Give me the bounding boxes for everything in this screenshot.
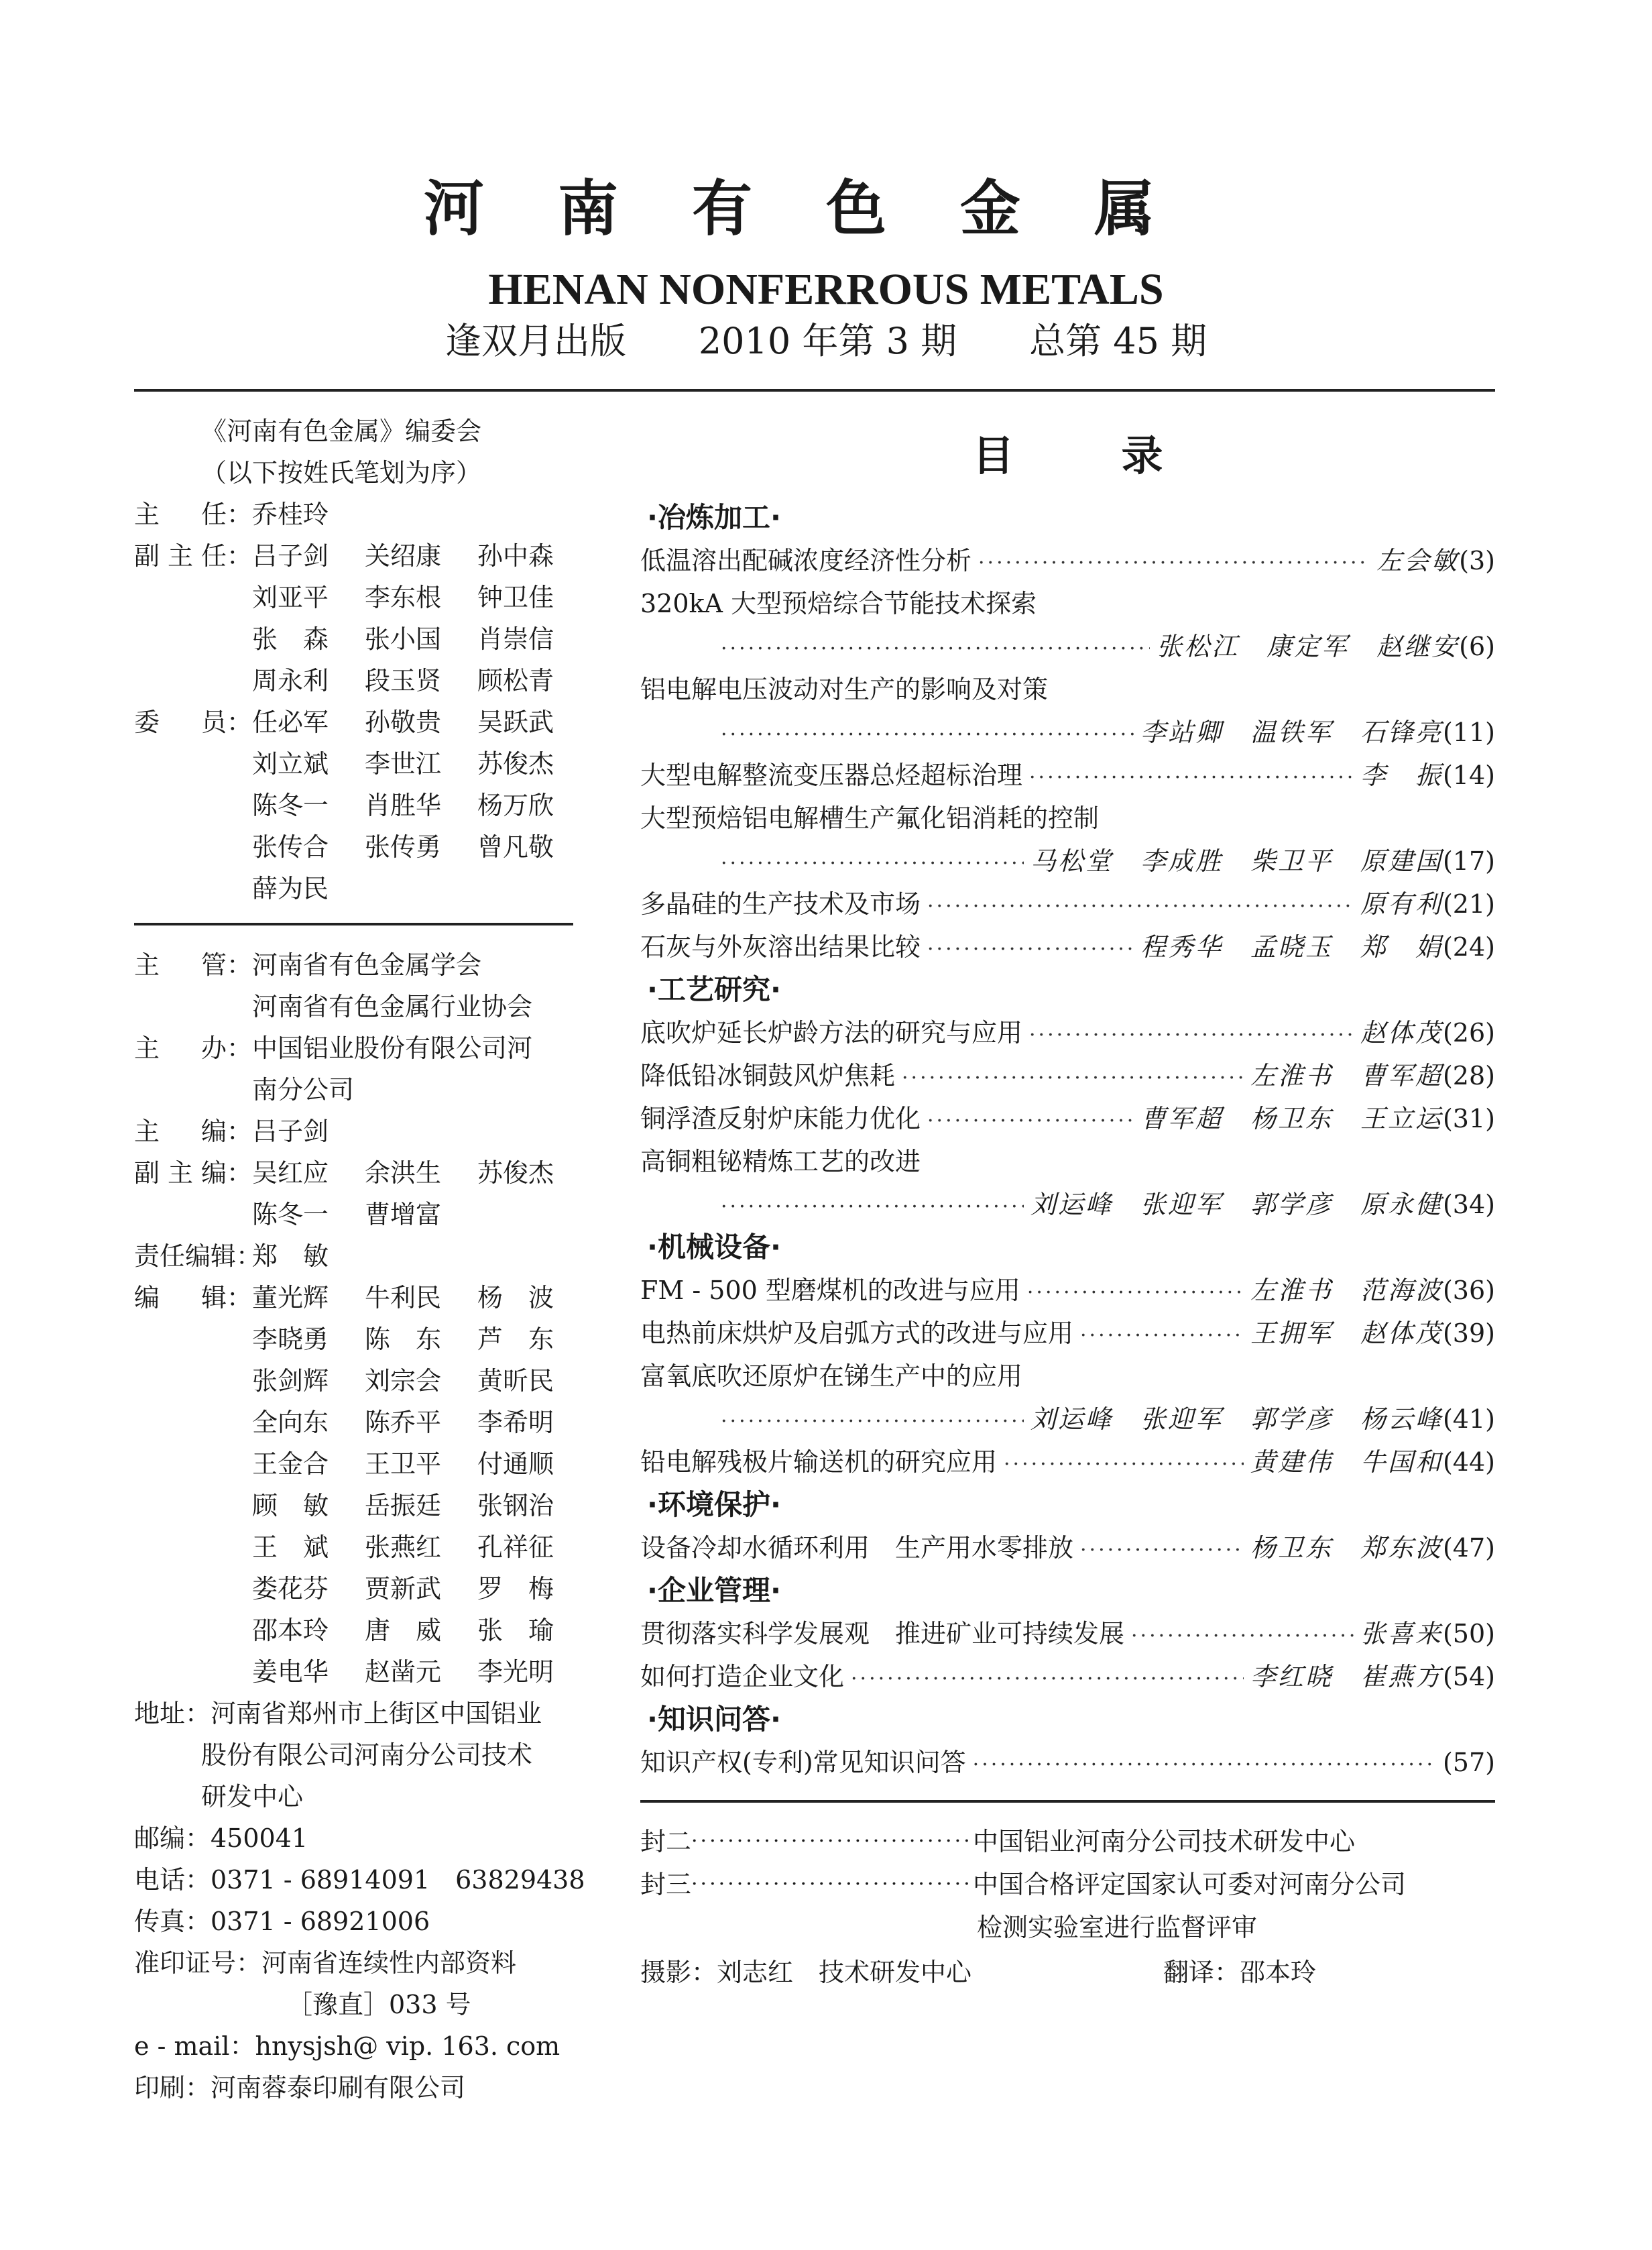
journal-title-en: HENAN NONFERROUS METALS [488, 265, 1164, 314]
deputy-row [134, 535, 577, 577]
issue-line [0, 318, 1652, 365]
phone [134, 1859, 585, 1901]
text: 刘宗会 [365, 1366, 442, 1396]
left-rule [134, 923, 573, 925]
toc-entry[interactable] [640, 1741, 1495, 1784]
entry-authors: 李站卿 温铁军 石锋亮 [1140, 718, 1443, 747]
entry-authors: 赵体茂 [1360, 1018, 1443, 1048]
text: 孙敬贵 [365, 708, 442, 737]
text: 肖崇信 [477, 624, 554, 654]
toc-entry-cont [640, 1183, 1495, 1226]
toc-entry[interactable] [640, 1097, 1495, 1140]
text: 主 [134, 500, 160, 529]
text: 传真：0371 - 68921006 [134, 1907, 430, 1936]
editorial-board [134, 410, 585, 2108]
text: 责任编辑： [134, 1241, 262, 1271]
name-list [252, 660, 590, 701]
cover3-row [640, 1863, 1495, 1906]
name-list [252, 1443, 590, 1485]
deputy-row [134, 618, 577, 660]
text: 郑 敏 [252, 1241, 329, 1271]
text: 李世江 [365, 749, 442, 779]
role-label [134, 1152, 252, 1194]
entry-authors: 原有利 [1360, 889, 1443, 919]
role-label [134, 1277, 252, 1318]
text: 李希明 [477, 1408, 554, 1437]
entry-page: (34) [1442, 1190, 1495, 1219]
text: 段玉贤 [365, 666, 442, 695]
entry-page: (11) [1442, 718, 1495, 747]
text: 孔祥征 [477, 1532, 554, 1562]
address-row [134, 1776, 577, 1817]
toc-entry-cont [640, 625, 1495, 668]
entry-authors: 李 振 [1360, 761, 1443, 790]
name-list [252, 743, 590, 785]
text: 姜电华 [252, 1657, 329, 1687]
cover3-cont: 检测实验室进行监督评审 [977, 1913, 1258, 1942]
entry-title: FM - 500 型磨煤机的改进与应用 [640, 1276, 1020, 1305]
entry-authors: 左淮书 范海波 [1250, 1276, 1443, 1305]
text: 吴跃武 [477, 708, 554, 737]
name-list [252, 1610, 590, 1651]
deputy-row [134, 660, 577, 701]
dot-leader [721, 1186, 1024, 1229]
editor-row [134, 1402, 577, 1443]
entry-authors: 刘运峰 张迎军 郭学彦 杨云峰 [1030, 1404, 1443, 1434]
text: 顾松青 [477, 666, 554, 695]
dot-leader [902, 1057, 1244, 1100]
name-list [252, 785, 590, 826]
entry-page: (26) [1442, 1018, 1495, 1048]
member-row [134, 868, 577, 909]
name-list [252, 618, 590, 660]
role-label [134, 944, 252, 986]
text: 张 森 [252, 624, 329, 654]
entry-page: (17) [1442, 846, 1495, 876]
entry-authors: 马松堂 李成胜 柴卫平 原建国 [1030, 846, 1443, 876]
dot-leader [1131, 1615, 1354, 1658]
sponsor-row [134, 1069, 577, 1111]
dot-leader [927, 928, 1134, 971]
entry-authors: 张喜来 [1360, 1619, 1443, 1648]
role-label [134, 1027, 252, 1069]
text: 关绍康 [365, 541, 442, 571]
name-list [252, 1526, 590, 1568]
toc-entry-cont [640, 711, 1495, 754]
text: 赵凿元 [365, 1657, 442, 1687]
editor-row [134, 1277, 577, 1318]
text: 编 [134, 1283, 160, 1312]
text: 任必军 [252, 708, 329, 737]
toc-entry[interactable] [640, 797, 1495, 840]
text: 主 [167, 1158, 193, 1188]
dot-leader [973, 1744, 1436, 1787]
text: 印刷：河南蓉泰印刷有限公司 [134, 2073, 466, 2102]
editor-row [134, 1651, 577, 1693]
text: 杨万欣 [477, 791, 554, 820]
text: 张传勇 [365, 832, 442, 862]
toc-entry[interactable] [640, 1312, 1495, 1355]
text: 钟卫佳 [477, 583, 554, 612]
name-list [252, 1194, 477, 1235]
toc-entry[interactable] [640, 1011, 1495, 1054]
name-list [252, 1651, 590, 1693]
role-label [134, 535, 252, 577]
text: 员： [200, 708, 252, 737]
name-list [252, 1360, 590, 1402]
toc-entry[interactable] [640, 1612, 1495, 1655]
deputy-editor-row [134, 1194, 577, 1235]
name-list [252, 1485, 590, 1526]
toc-entry[interactable] [640, 754, 1495, 797]
editor-row [134, 1485, 577, 1526]
text: 河南省有色金属行业协会 [252, 992, 533, 1021]
text: 黄昕民 [477, 1366, 554, 1396]
text: 管： [200, 950, 252, 980]
dot-leader [927, 1100, 1134, 1143]
table-of-contents [640, 416, 1495, 1996]
text: 吕子剑 [252, 541, 329, 571]
toc-entry[interactable] [640, 1441, 1495, 1483]
entry-title: 铝电解电压波动对生产的影响及对策 [640, 675, 1049, 704]
editor-row [134, 1360, 577, 1402]
frequency: 逢双月出版 [445, 320, 626, 362]
text: 周永利 [252, 666, 329, 695]
entry-authors: 黄建伟 牛国和 [1250, 1447, 1443, 1477]
resp-editor-row [134, 1235, 577, 1277]
member-row [134, 785, 577, 826]
deputy-editor-row [134, 1152, 577, 1194]
text: 封三 [640, 1870, 692, 1899]
toc-title: 目录 [972, 431, 1271, 480]
text: 苏俊杰 [477, 1158, 554, 1188]
entry-page: (3) [1459, 546, 1495, 575]
dot-leader [721, 842, 1024, 885]
entry-page: (50) [1442, 1619, 1495, 1648]
dot-leader [978, 542, 1370, 585]
text: 中国合格评定国家认可委对河南分公司 [973, 1870, 1407, 1899]
entry-title: 富氧底吹还原炉在锑生产中的应用 [640, 1361, 1023, 1391]
text: 主 [134, 1033, 160, 1063]
text: 陈冬一 [252, 791, 329, 820]
text: 准印证号：河南省连续性内部资料 [134, 1948, 517, 1978]
entry-authors: 程秀华 孟晓玉 郑 娟 [1140, 932, 1443, 962]
role-label [134, 494, 252, 535]
text: 罗 梅 [477, 1574, 554, 1604]
role-label [134, 1235, 262, 1277]
entry-page: (47) [1442, 1533, 1495, 1563]
entry-page: (57) [1442, 1748, 1495, 1777]
top-rule [134, 389, 1495, 392]
name-list [252, 826, 590, 868]
text: ［豫直］033 号 [287, 1990, 471, 2019]
text: 贾新武 [365, 1574, 442, 1604]
text: 邵本玲 [252, 1616, 329, 1645]
entry-title: 铅电解残极片输送机的研究应用 [640, 1447, 998, 1477]
text: 曹增富 [365, 1200, 442, 1229]
entry-page: (39) [1442, 1318, 1495, 1348]
address-row [134, 1693, 577, 1734]
text: 副 [134, 541, 160, 571]
text: 刘亚平 [252, 583, 329, 612]
entry-title: 知识产权(专利)常见知识问答 [640, 1748, 966, 1777]
entry-title: 大型预焙铝电解槽生产氟化铝消耗的控制 [640, 803, 1100, 833]
text: 张 瑜 [477, 1616, 554, 1645]
entry-title: 电热前床烘炉及启弧方式的改进与应用 [640, 1318, 1074, 1348]
name-list [252, 577, 590, 618]
editor-row [134, 1568, 577, 1610]
toc-section: ·知识问答· [647, 1703, 781, 1736]
cover2-row [640, 1820, 1495, 1863]
editor-row [134, 1526, 577, 1568]
text: 研发中心 [201, 1782, 304, 1811]
text: 王卫平 [365, 1449, 442, 1479]
text: 任： [200, 541, 252, 571]
text: 河南省有色金属学会 [252, 950, 482, 980]
entry-title: 降低铅冰铜鼓风炉焦耗 [640, 1061, 896, 1090]
credits-row [640, 1949, 1495, 1996]
printer [134, 2067, 577, 2108]
toc-section: ·环境保护· [647, 1488, 781, 1521]
toc-entry-cont [640, 1398, 1495, 1441]
text: 全向东 [252, 1408, 329, 1437]
dot-leader [851, 1658, 1244, 1701]
dot-leader [1027, 1272, 1244, 1314]
entry-page: (44) [1442, 1447, 1495, 1477]
right-rule [640, 1800, 1495, 1803]
text: 唐 威 [365, 1616, 442, 1645]
entry-authors: 左淮书 曹军超 [1250, 1061, 1443, 1090]
journal-title-cn: 河南有色金属 [424, 174, 1228, 244]
text: 李晓勇 [252, 1325, 329, 1354]
text: 编： [200, 1158, 252, 1188]
text: 张剑辉 [252, 1366, 329, 1396]
dot-leader [1029, 756, 1354, 799]
order-note: （以下按姓氏笔划为序） [201, 458, 482, 488]
name-list [252, 535, 590, 577]
entry-title: 底吹炉延长炉龄方法的研究与应用 [640, 1018, 1023, 1048]
text: 中国铝业股份有限公司河 [252, 1033, 533, 1063]
supervisor-row [134, 986, 577, 1027]
entry-authors: 王拥军 赵体茂 [1250, 1318, 1443, 1348]
text: 顾 敏 [252, 1491, 329, 1520]
text: 李东根 [365, 583, 442, 612]
member-row [134, 701, 577, 743]
toc-entry[interactable] [640, 1140, 1495, 1183]
editor-row [134, 1443, 577, 1485]
entry-title: 铜浮渣反射炉床能力优化 [640, 1104, 921, 1133]
text: 吕子剑 [252, 1117, 329, 1146]
toc-section: ·企业管理· [647, 1574, 781, 1607]
name-list [252, 1152, 590, 1194]
entry-title: 石灰与外灰溶出结果比较 [640, 932, 921, 962]
entry-authors: 李红晓 崔燕方 [1250, 1662, 1443, 1691]
entry-title: 设备冷却水循环利用 生产用水零排放 [640, 1533, 1074, 1563]
text: 副 [134, 1158, 160, 1188]
name-list [252, 1568, 590, 1610]
entry-authors: 张松江 康定军 赵继安 [1157, 632, 1460, 661]
text: 张传合 [252, 832, 329, 862]
text: 委 [134, 708, 160, 737]
text: 封二 [640, 1827, 692, 1856]
text: 张小国 [365, 624, 442, 654]
text: 主 [134, 950, 160, 980]
toc-entry[interactable] [640, 1526, 1495, 1569]
name-list [252, 868, 365, 909]
entry-title: 如何打造企业文化 [640, 1662, 845, 1691]
text: 主 [134, 1117, 160, 1146]
name-list [252, 701, 590, 743]
text: 杨 波 [477, 1283, 554, 1312]
toc-section: ·工艺研究· [647, 973, 781, 1006]
text: 岳振廷 [365, 1491, 442, 1520]
role-label [134, 1111, 252, 1152]
entry-page: (6) [1459, 632, 1495, 661]
dot-leader [691, 1820, 973, 1863]
toc-entry-cont [640, 840, 1495, 883]
text: 李光明 [477, 1657, 554, 1687]
toc-entry[interactable] [640, 925, 1495, 968]
editor-row [134, 1610, 577, 1651]
entry-page: (28) [1442, 1061, 1495, 1090]
text: 芦 东 [477, 1325, 554, 1354]
committee-title: 《河南有色金属》编委会 [201, 416, 482, 446]
entry-authors: 左会敏 [1376, 546, 1460, 575]
text: 吴红应 [252, 1158, 329, 1188]
text: 曾凡敬 [477, 832, 554, 862]
text: 邮编：450041 [134, 1823, 308, 1853]
entry-page: (24) [1442, 932, 1495, 962]
text: 张燕红 [365, 1532, 442, 1562]
text: 任： [200, 500, 252, 529]
toc-entry[interactable] [640, 668, 1495, 711]
entry-page: (36) [1442, 1276, 1495, 1305]
toc-entry[interactable] [640, 1655, 1495, 1698]
deputy-row [134, 577, 577, 618]
member-row [134, 743, 577, 785]
permit [134, 1984, 577, 2025]
text: 乔桂玲 [252, 500, 329, 529]
entry-authors: 杨卫东 郑东波 [1250, 1533, 1443, 1563]
text: 董光辉 [252, 1283, 329, 1312]
text: 陈 东 [365, 1325, 442, 1354]
entry-title: 低温溶出配碱浓度经济性分析 [640, 546, 972, 575]
text: 余洪生 [365, 1158, 442, 1188]
address-row [134, 1734, 577, 1776]
toc-section: ·冶炼加工· [647, 501, 781, 534]
member-row [134, 826, 577, 868]
dot-leader [1080, 1529, 1244, 1572]
text: 张钢治 [477, 1491, 554, 1520]
toc-entry[interactable] [640, 1054, 1495, 1097]
fax [134, 1901, 577, 1942]
text: 电话：0371 - 68914091 63829438 [134, 1865, 585, 1895]
sponsor-row [134, 1027, 577, 1069]
dot-leader [691, 1863, 973, 1906]
text: 主 [167, 541, 193, 571]
entry-page: (41) [1442, 1404, 1495, 1434]
text: 辑： [200, 1283, 252, 1312]
supervisor-row [134, 944, 577, 986]
entry-title: 高铜粗铋精炼工艺的改进 [640, 1147, 921, 1176]
text: 王金合 [252, 1449, 329, 1479]
entry-page: (31) [1442, 1104, 1495, 1133]
text: 肖胜华 [365, 791, 442, 820]
text: e - mail：hnysjsh@ vip. 163. com [134, 2031, 560, 2061]
email [134, 2025, 577, 2067]
entry-page: (21) [1442, 889, 1495, 919]
name-list [252, 1277, 590, 1318]
entry-authors: 刘运峰 张迎军 郭学彦 原永健 [1030, 1190, 1443, 1219]
toc-entry[interactable] [640, 582, 1495, 625]
text: 地址：河南省郑州市上街区中国铝业 [134, 1699, 542, 1728]
editor-row [134, 1318, 577, 1360]
entry-page: (54) [1442, 1662, 1495, 1691]
dot-leader [927, 885, 1354, 928]
photo-credit: 摄影：刘志红 技术研发中心 [640, 1958, 972, 1987]
chief-editor-row [134, 1111, 577, 1152]
text: 王 斌 [252, 1532, 329, 1562]
text: 付通顺 [477, 1449, 554, 1479]
dot-leader [1029, 1014, 1354, 1057]
entry-authors: 曹军超 杨卫东 王立运 [1140, 1104, 1443, 1133]
text: 牛利民 [365, 1283, 442, 1312]
toc-section: ·机械设备· [647, 1231, 781, 1263]
toc-entry[interactable] [640, 539, 1495, 582]
dot-leader [721, 628, 1150, 671]
text: 股份有限公司河南分公司技术 [201, 1740, 533, 1770]
permit [134, 1942, 577, 1984]
dot-leader [721, 1400, 1024, 1443]
text: 陈冬一 [252, 1200, 329, 1229]
dot-leader [1080, 1314, 1244, 1357]
toc-entry[interactable] [640, 883, 1495, 925]
dot-leader [1004, 1443, 1244, 1486]
text: 薛为民 [252, 874, 329, 903]
text: 南分公司 [252, 1075, 355, 1105]
role-label [134, 701, 252, 743]
text: 中国铝业河南分公司技术研发中心 [973, 1827, 1356, 1856]
text: 陈乔平 [365, 1408, 442, 1437]
entry-title: 320kA 大型预焙综合节能技术探索 [640, 589, 1037, 618]
entry-title: 大型电解整流变压器总烃超标治理 [640, 761, 1023, 790]
total-issue: 总第 45 期 [1029, 320, 1207, 362]
director-row [134, 494, 577, 535]
text: 娄花芬 [252, 1574, 329, 1604]
name-list [252, 1318, 590, 1360]
text: 编： [200, 1117, 252, 1146]
text: 办： [200, 1033, 252, 1063]
entry-page: (14) [1442, 761, 1495, 790]
entry-title: 多晶硅的生产技术及市场 [640, 889, 921, 919]
text: 苏俊杰 [477, 749, 554, 779]
translation-credit: 翻译：邵本玲 [1163, 1958, 1317, 1987]
issue-number: 2010 年第 3 期 [698, 320, 957, 362]
entry-title: 贯彻落实科学发展观 推进矿业可持续发展 [640, 1619, 1125, 1648]
toc-entry[interactable] [640, 1355, 1495, 1398]
text: 孙中森 [477, 541, 554, 571]
dot-leader [721, 714, 1134, 756]
toc-entry[interactable] [640, 1269, 1495, 1312]
name-list [252, 1402, 590, 1443]
postcode [134, 1817, 577, 1859]
text: 刘立斌 [252, 749, 329, 779]
